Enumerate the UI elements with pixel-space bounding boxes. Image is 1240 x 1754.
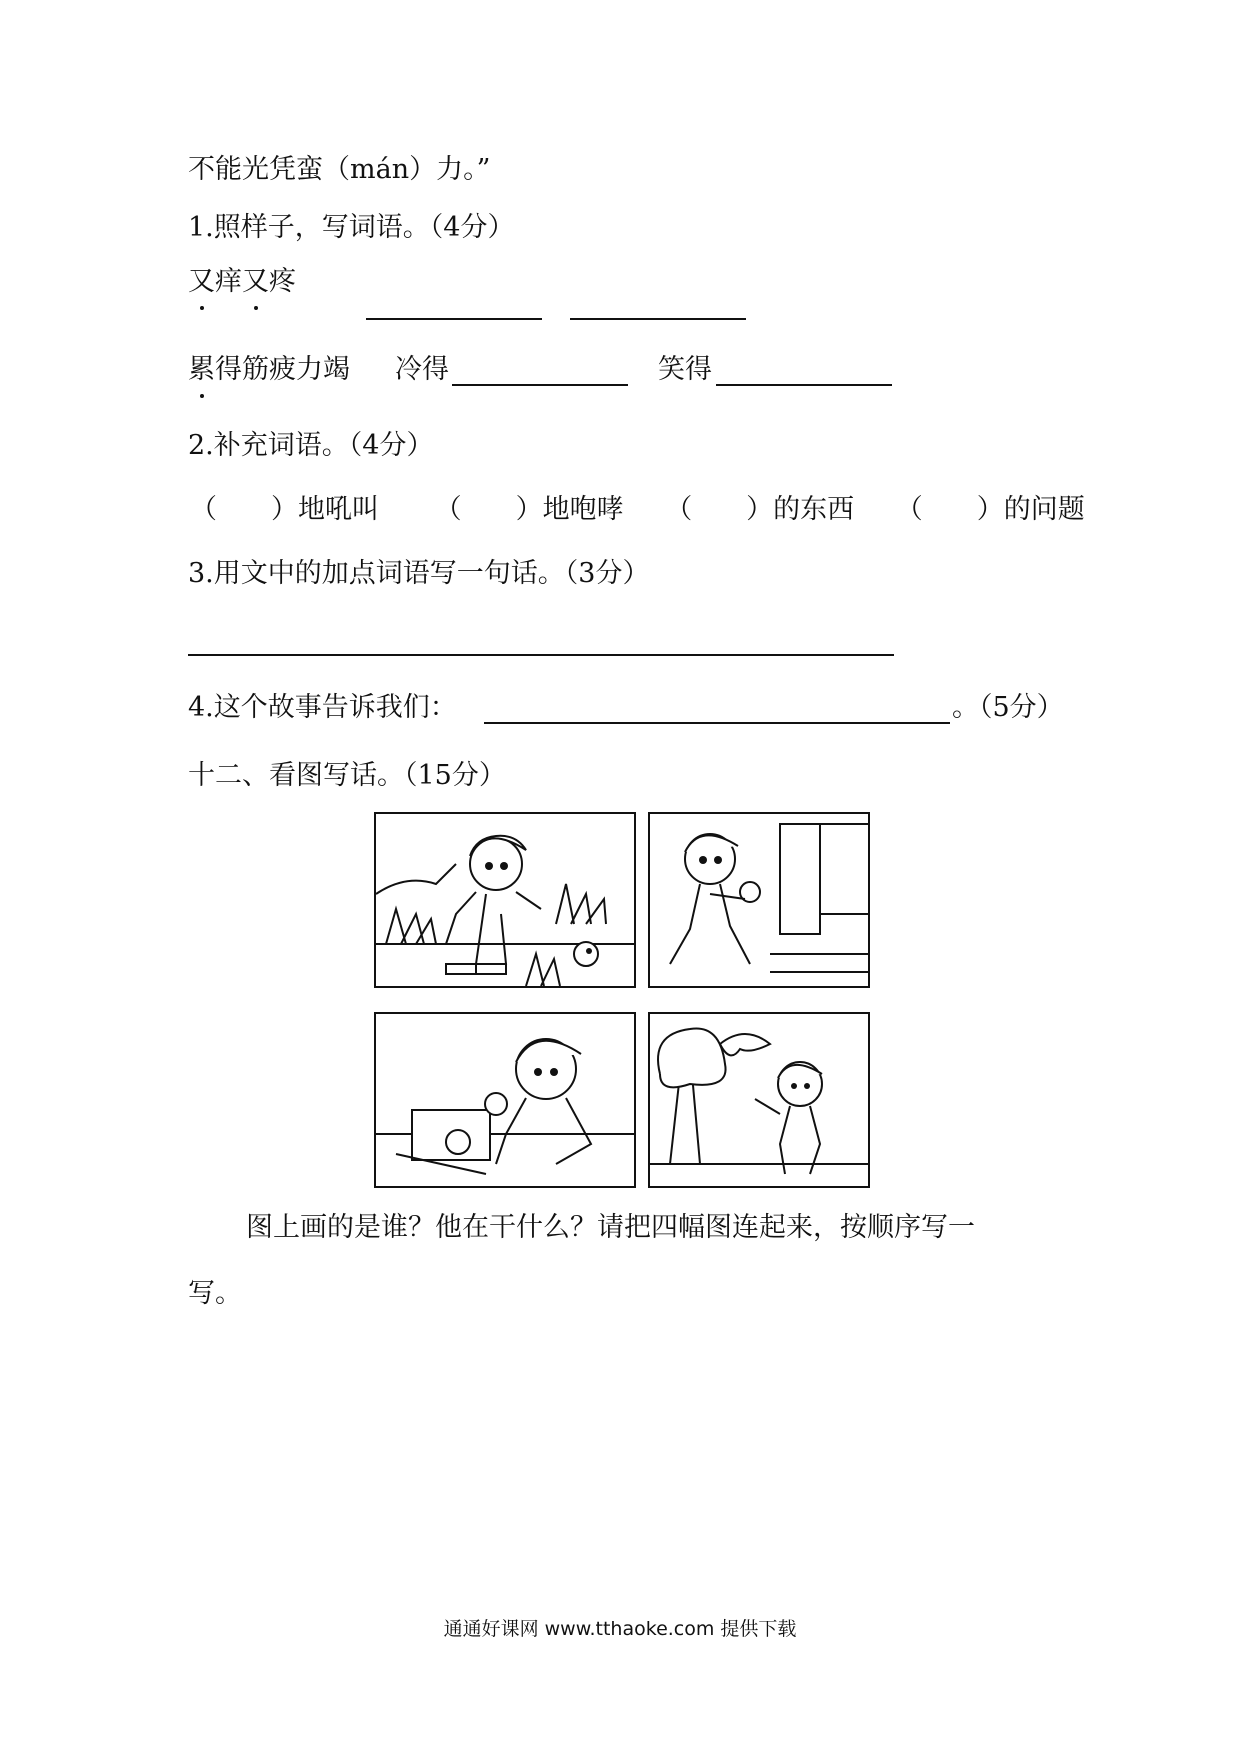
dotted-char: 又 xyxy=(188,262,215,302)
q1-cold-label: 冷得 xyxy=(395,354,449,385)
q2-item[interactable]: （ ）的问题 xyxy=(895,494,1085,525)
picture-panel-2 xyxy=(648,812,870,988)
q1-example-2 xyxy=(188,350,350,390)
section-12-prompt-line-1: 图上画的是谁？他在干什么？请把四幅图连起来，按顺序写一 xyxy=(246,1212,975,1243)
q4-answer-line[interactable] xyxy=(484,722,950,724)
section-12-title: 十二、看图写话。（15分） xyxy=(188,760,506,791)
boy-finds-bird-illustration xyxy=(376,814,634,986)
q1-blank-2[interactable] xyxy=(570,318,746,320)
question-4-prefix: 4.这个故事告诉我们： xyxy=(188,692,457,723)
q2-item[interactable]: （ ）地吼叫 xyxy=(190,494,379,525)
plain-char: 痒 xyxy=(215,266,242,297)
q1-cold-blank[interactable] xyxy=(452,384,628,386)
dotted-char: 又 xyxy=(242,262,269,302)
q1-laugh-blank[interactable] xyxy=(716,384,892,386)
footer-watermark: 通通好课网 www.tthaoke.com 提供下载 xyxy=(443,1618,797,1640)
picture-panel-3 xyxy=(374,1012,636,1188)
intro-line: 不能光凭蛮（mán）力。” xyxy=(188,154,491,185)
picture-panel-1 xyxy=(374,812,636,988)
q3-answer-line[interactable] xyxy=(188,654,894,656)
q2-item[interactable]: （ ）地咆哮 xyxy=(434,494,624,525)
section-12-prompt-line-2: 写。 xyxy=(188,1278,242,1309)
q1-laugh-label: 笑得 xyxy=(658,354,712,385)
question-3-title: 3.用文中的加点词语写一句话。（3分） xyxy=(188,558,650,589)
picture-panel-4 xyxy=(648,1012,870,1188)
dotted-char: 累 xyxy=(188,350,215,390)
boy-cares-bird-illustration xyxy=(376,1014,634,1186)
question-4-suffix: 。（5分） xyxy=(952,692,1064,723)
example-phrase: 得筋疲力竭 xyxy=(215,354,350,385)
boy-runs-home-illustration xyxy=(650,814,868,986)
q2-items xyxy=(190,490,1085,530)
boy-releases-bird-illustration xyxy=(650,1014,868,1186)
q2-item[interactable]: （ ）的东西 xyxy=(665,494,855,525)
question-2-title: 2.补充词语。（4分） xyxy=(188,430,434,461)
plain-char: 疼 xyxy=(269,266,296,297)
question-1-title: 1.照样子，写词语。（4分） xyxy=(188,212,515,243)
q1-blank-1[interactable] xyxy=(366,318,542,320)
q1-example-1 xyxy=(188,262,296,302)
